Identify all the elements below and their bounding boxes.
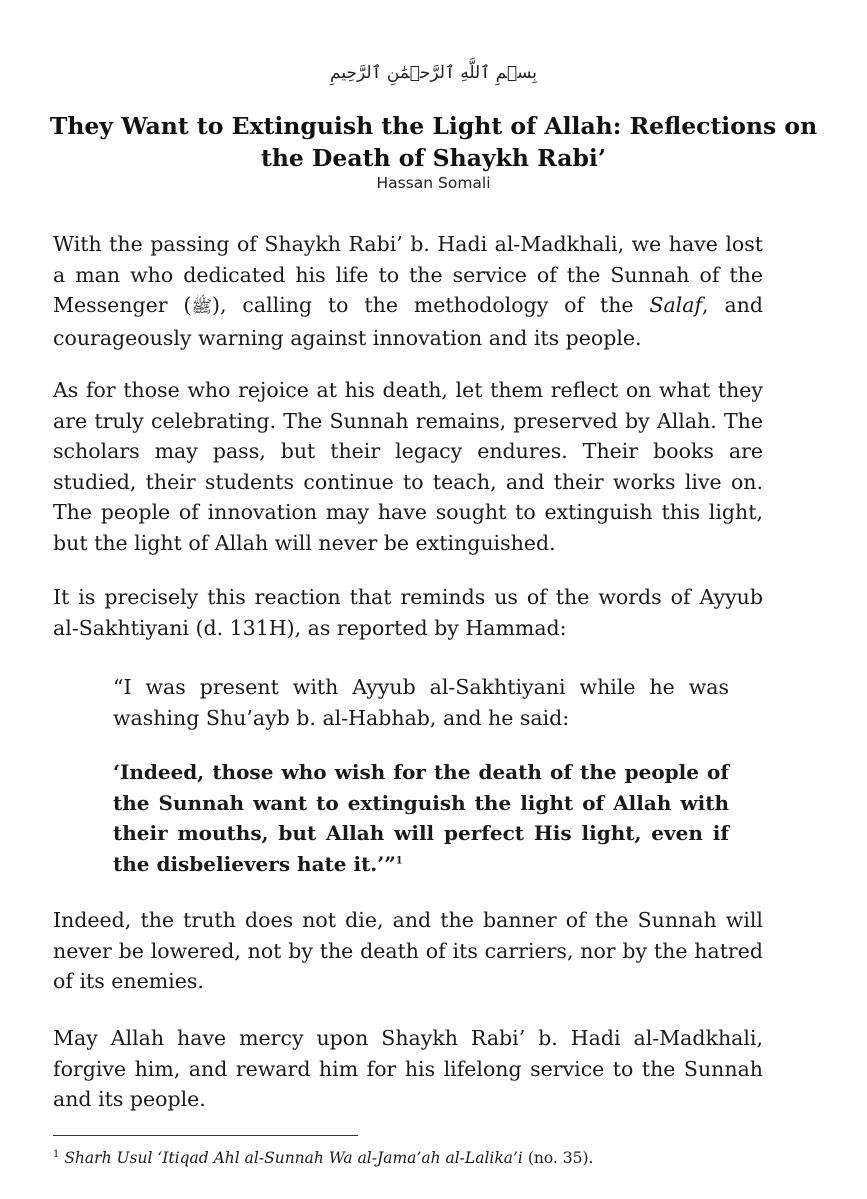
paragraph-dua: May Allah have mercy upon Shaykh Rabi’ b. Hadi al-Madkhali, forgive him, and reward him for his lifelong service to the Sunnah and its people. [53, 1026, 763, 1111]
salutation-glyph: ﷺ [191, 297, 212, 317]
paragraph-intro [53, 229, 763, 353]
author-name: Hassan Somali [376, 174, 491, 192]
paragraph-intro-text-a: With the passing of Shaykh Rabi’ b. Hadi al-Madkhali, we have lost a man who dedicated his life to the service of the Sunnah of the Messenger ( [53, 232, 763, 317]
footnote [53, 1147, 813, 1169]
quote-bold-text: ‘Indeed, those who wish for the death of the people of the Sunnah want to extinguish the light of Allah with their mouths, but Allah will perfect His light, even if the disbelievers hate it.’” [113, 760, 729, 876]
basmala: بِسۡمِ ٱللَّهِ ٱلرَّحۡمَٰنِ ٱلرَّحِيمِ [330, 63, 537, 83]
paragraph-truth: Indeed, the truth does not die, and the banner of the Sunnah will never be lowered, not by the death of its carriers, nor by the hatred of its enemies. [53, 908, 763, 993]
paragraph-rejoice: As for those who rejoice at his death, let them reflect on what they are truly celebrating. The Sunnah remains, preserved by Allah. The scholars may pass, but their legacy endures. Their books are studied, their students continue to teach, and their works live on. The people of innovation may have sought to extinguish this light, but the light of Allah will never be extinguished. [53, 378, 763, 555]
paragraph-intro-text-c: , and courageously warning against innovation and its people. [53, 293, 763, 350]
footnote-number: 1 [53, 1148, 60, 1160]
paragraph-intro-text-b: ), calling to the methodology of the [211, 293, 650, 317]
footnote-divider [53, 1135, 358, 1136]
footnote-source-title: Sharh Usul ‘Itiqad Ahl al-Sunnah Wa al-Jama’ah al-Lalika’i [64, 1149, 523, 1167]
footnote-source-rest: (no. 35). [522, 1149, 594, 1167]
quote-intro: “I was present with Ayyub al-Sakhtiyani while he was washing Shu’ayb b. al-Habhab, and he said: [113, 675, 729, 730]
footnote-ref[interactable]: 1 [395, 854, 403, 866]
quote-bold [113, 757, 729, 879]
page-title: They Want to Extinguish the Light of Allah: Reflections on the Death of Shaykh Rabi’ [49, 112, 818, 172]
salaf-term: Salaf [649, 293, 703, 317]
paragraph-reaction: It is precisely this reaction that reminds us of the words of Ayyub al-Sakhtiyani (d. 131H), as reported by Hammad: [53, 585, 763, 640]
